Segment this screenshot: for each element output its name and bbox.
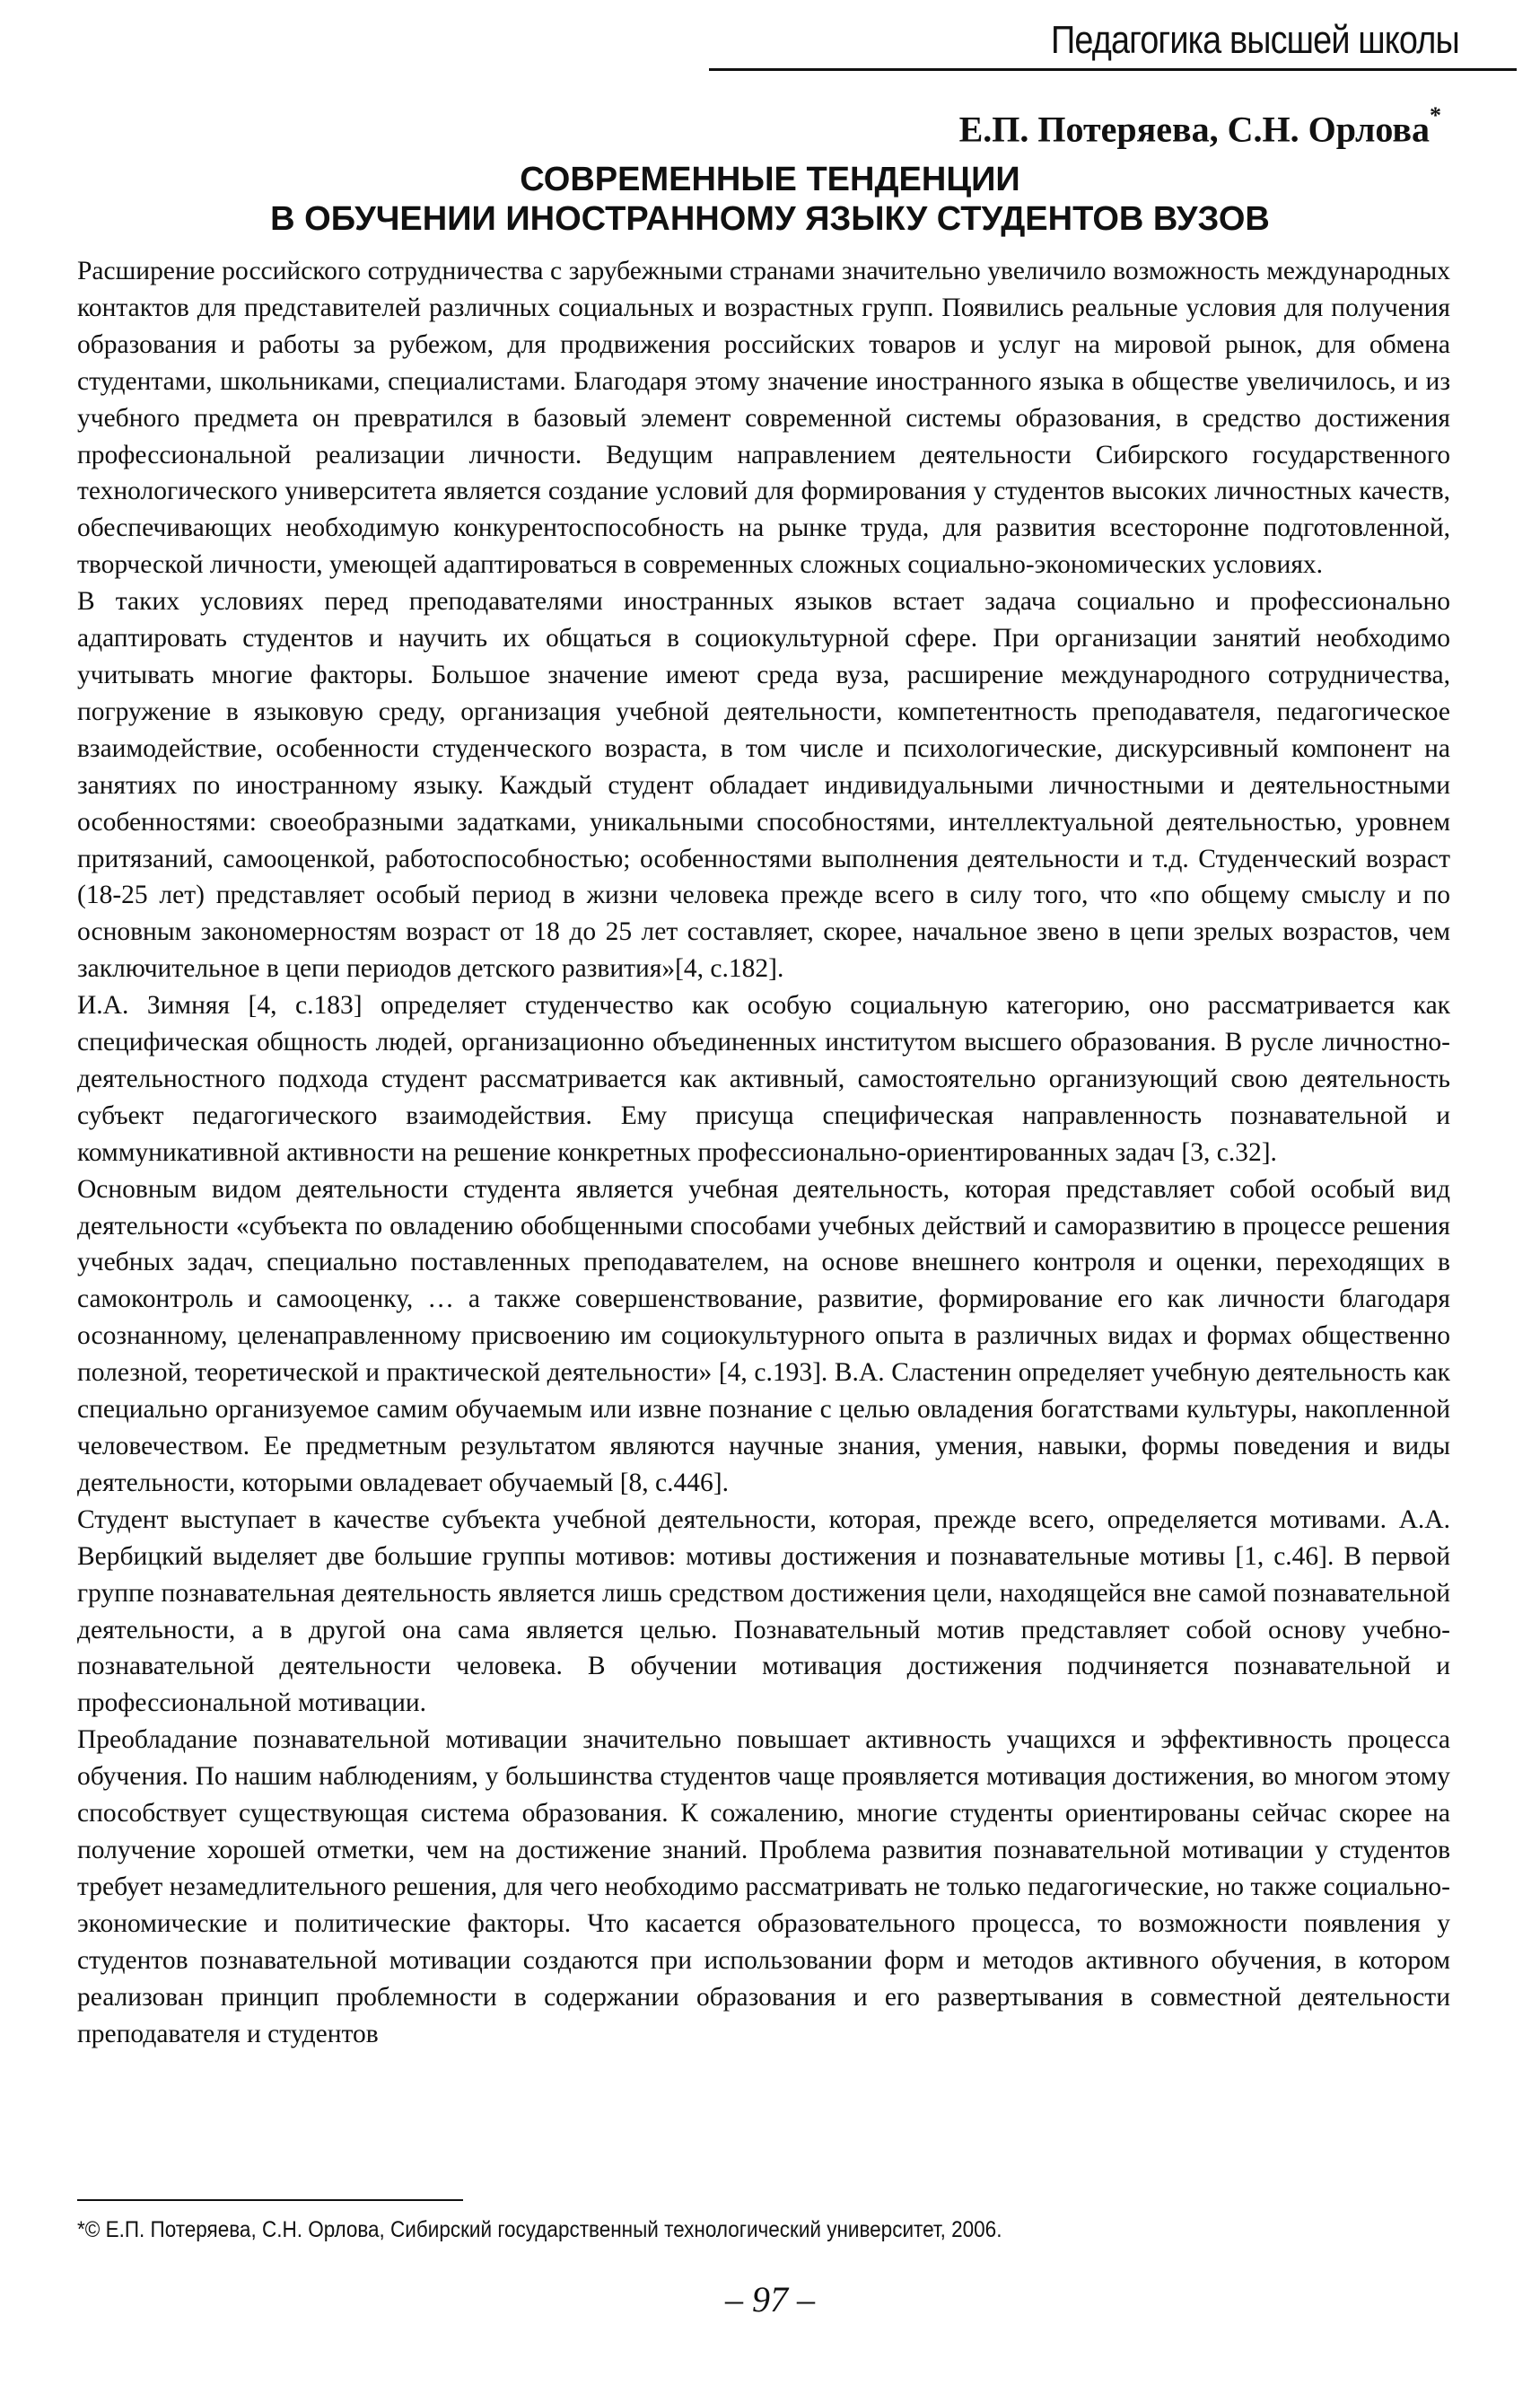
title-line-1: СОВРЕМЕННЫЕ ТЕНДЕНЦИИ — [520, 161, 1020, 198]
paragraph-1: Расширение российского сотрудничества с зарубежными странами значительно увеличило возможность международных контактов для представителей различных социальных и возрастных групп. Появились реальные условия для получения образования и работы за рубежом, для продвижения российских товаров и услуг на мировой рынок, для обмена студентами, школьниками, специалистами. Благодаря этому значение иностранного языка в обществе увеличилось, и из учебного предмета он превратился в базовый элемент современной системы образования, в средство достижения профессиональной реализации личности. Ведущим направлением деятельности Сибирского государственного технологического университета является создание условий для формирования у студентов высоких личностных качеств, обеспечивающих необходимую конкурентоспособность на рынке труда, для развития всесторонне подготовленной, творческой личности, умеющей адаптироваться в современных сложных социально-экономических условиях. — [77, 257, 1450, 580]
article-authors — [958, 102, 1441, 150]
header-rule — [709, 68, 1517, 71]
authors-text: Е.П. Потеряева, С.Н. Орлова — [958, 109, 1430, 150]
paragraph-5: Студент выступает в качестве субъекта учебной деятельности, которая, прежде всего, определяется мотивами. А.А. Вербицкий выделяет две большие группы мотивов: мотивы достижения и познавательные мотивы [1, с.46]. В первой группе познавательная деятельность является лишь средством достижения цели, находящейся вне самой познавательной деятельности, а в другой она сама является целью. Познавательный мотив представляет собой основу учебно-познавательной деятельности человека. В обучении мотивация достижения подчиняется познавательной и профессиональной мотивации. — [77, 1504, 1450, 1718]
title-line-2: В ОБУЧЕНИИ ИНОСТРАННОМУ ЯЗЫКУ СТУДЕНТОВ ВУЗОВ — [270, 200, 1270, 238]
article-title — [0, 160, 1540, 239]
paragraph-3: И.А. Зимняя [4, с.183] определяет студенчество как особую социальную категорию, оно рассматривается как специфическая общность людей, организационно объединенных институтом высшего образования. В русле личностно-деятельностного подхода студент рассматривается как активный, самостоятельно организующий свою деятельность субъект педагогического взаимодействия. Ему присуща специфическая направленность познавательной и коммуникативной активности на решение конкретных профессионально-ориентированных задач [3, с.32]. — [77, 991, 1450, 1167]
running-header: Педагогика высшей школы — [1051, 18, 1459, 62]
copyright-footnote: *© Е.П. Потеряева, С.Н. Орлова, Сибирский государственный технологический университет, 2006. — [77, 2217, 1002, 2242]
page-number: – 97 – — [725, 2279, 815, 2319]
article-body — [77, 253, 1450, 2052]
paragraph-2: В таких условиях перед преподавателями иностранных языков встает задача социально и профессионально адаптировать студентов и научить их общаться в социокультурной сфере. При организации занятий необходимо учитывать многие факторы. Большое значение имеют среда вуза, расширение международного сотрудничества, погружение в языковую среду, организация учебной деятельности, компетентность преподавателя, педагогическое взаимодействие, особенности студенческого возраста, в том числе и психологические, дискурсивный компонент на занятиях по иностранному языку. Каждый студент обладает индивидуальными личностными и деятельностными особенностями: своеобразными задатками, уникальными способностями, интеллектуальной деятельностью, уровнем притязаний, самооценкой, работоспособностью; особенностями выполнения деятельности и т.д. Студенческий возраст (18-25 лет) представляет особый период в жизни человека прежде всего в силу того, что «по общему смыслу и по основным закономерностям возраст от 18 до 25 лет составляет, скорее, начальное звено в цепи зрелых возрастов, чем заключительное в цепи периодов детского развития»[4, с.182]. — [77, 587, 1450, 984]
footnote-rule — [77, 2199, 463, 2201]
paragraph-4: Основным видом деятельности студента является учебная деятельность, которая представляет собой особый вид деятельности «субъекта по овладению обобщенными способами учебных действий и саморазвитию в процессе решения учебных задач, специально поставленных преподавателем, на основе внешнего контроля и оценки, переходящих в самоконтроль и самооценку, … а также совершенствование, развитие, формирование его как личности благодаря осознанному, целенаправленному присвоению им социокультурного опыта в различных видах и формах общественно полезной, теоретической и практической деятельности» [4, с.193]. В.А. Сластенин определяет учебную деятельность как специально организуемое самим обучаемым или извне познание с целью овладения богатствами культуры, накопленной человечеством. Ее предметным результатом являются научные знания, умения, навыки, формы поведения и виды деятельности, которыми овладевает обучаемый [8, с.446]. — [77, 1174, 1450, 1497]
paragraph-6: Преобладание познавательной мотивации значительно повышает активность учащихся и эффективность процесса обучения. По нашим наблюдениям, у большинства студентов чаще проявляется мотивация достижения, во многом этому способствует существующая система образования. К сожалению, многие студенты ориентированы сейчас скорее на получение хорошей отметки, чем на достижение знаний. Проблема развития познавательной мотивации у студентов требует незамедлительного решения, для чего необходимо рассматривать не только педагогические, но также социально-экономические и политические факторы. Что касается образовательного процесса, то возможности появления у студентов познавательной мотивации создаются при использовании форм и методов активного обучения, в котором реализован принцип проблемности в содержании образования и его развертывания в совместной деятельности преподавателя и студентов — [77, 1725, 1450, 2048]
author-footnote-mark: * — [1430, 102, 1441, 128]
